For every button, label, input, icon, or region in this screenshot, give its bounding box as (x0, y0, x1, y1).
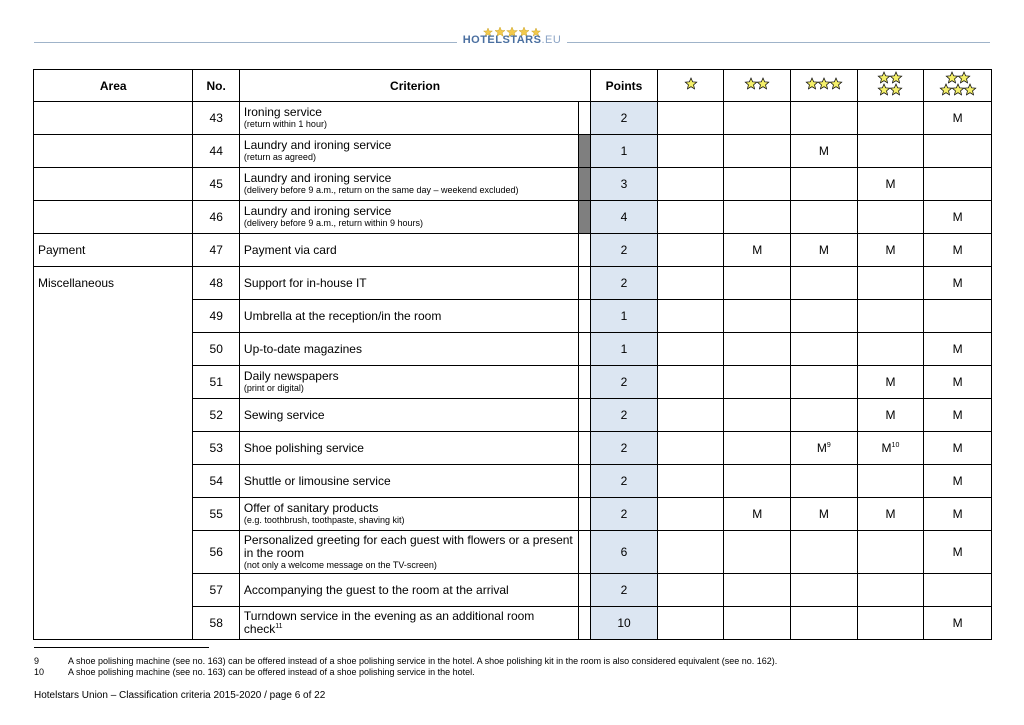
star-level-4-cell: M (857, 399, 924, 432)
separator-cell (579, 201, 591, 234)
points-cell: 2 (591, 366, 658, 399)
criterion-text: Sewing service (243, 407, 325, 422)
criterion-number: 45 (193, 168, 239, 201)
points-cell: 2 (591, 399, 658, 432)
star-level-4-cell (857, 574, 924, 607)
separator-cell (579, 168, 591, 201)
star-level-2-cell: M (724, 498, 791, 531)
star-level-5-cell: M (924, 399, 992, 432)
star-level-4-cell (857, 135, 924, 168)
criterion-cell (239, 574, 578, 607)
table-row (34, 234, 992, 267)
criterion-cell (239, 267, 578, 300)
criterion-note: (print or digital) (243, 383, 304, 393)
criterion-cell (239, 102, 578, 135)
points-cell: 1 (591, 300, 658, 333)
criterion-number: 46 (193, 201, 239, 234)
star-level-5-cell: M (924, 607, 992, 640)
star-level-3-cell: M (791, 498, 858, 531)
criterion-cell (239, 333, 578, 366)
star-level-5-cell: M (924, 333, 992, 366)
criterion-text: Offer of sanitary products (243, 501, 379, 515)
separator-cell (579, 102, 591, 135)
table-row (34, 135, 992, 168)
criterion-text: Shuttle or limousine service (243, 473, 391, 488)
star-level-5-cell (924, 168, 992, 201)
star-level-3-cell (791, 574, 858, 607)
star-level-2-cell (724, 102, 791, 135)
star-level-2-cell (724, 607, 791, 640)
header-5-stars-icon (924, 70, 992, 102)
logo-text: HOTELSTARS.EU (462, 34, 562, 46)
criterion-cell (239, 399, 578, 432)
separator-cell (579, 432, 591, 465)
criterion-text: Support for in-house IT (243, 275, 367, 290)
separator-cell (579, 366, 591, 399)
separator-cell (579, 267, 591, 300)
footnote-ref: 9 (826, 442, 831, 449)
star-level-1-cell (657, 574, 724, 607)
criterion-cell (239, 432, 578, 465)
criterion-text: Ironing service (243, 105, 322, 119)
star-level-5-cell: M (924, 432, 992, 465)
star-level-5-cell: M (924, 498, 992, 531)
star-level-2-cell (724, 168, 791, 201)
table-row (34, 168, 992, 201)
separator-cell (579, 574, 591, 607)
area-cell (34, 102, 193, 135)
star-level-1-cell (657, 135, 724, 168)
star-level-1-cell (657, 531, 724, 574)
points-cell: 10 (591, 607, 658, 640)
criteria-table (33, 69, 992, 640)
criterion-number: 44 (193, 135, 239, 168)
star-level-4-cell: $M^{10}$ (857, 432, 924, 465)
star-level-4-cell (857, 267, 924, 300)
star-level-1-cell (657, 102, 724, 135)
criterion-text: Accompanying the guest to the room at the arrival (243, 582, 509, 597)
criterion-text: Laundry and ironing service (243, 171, 392, 185)
criterion-number: 43 (193, 102, 239, 135)
criterion-cell (239, 465, 578, 498)
star-level-4-cell: M (857, 168, 924, 201)
points-cell: 2 (591, 465, 658, 498)
criterion-number: 55 (193, 498, 239, 531)
star-level-5-cell (924, 300, 992, 333)
footnote-9: 9 A shoe polishing machine (see no. 163) can be offered instead of a shoe polishing service in the hotel. A shoe polishing kit in the room is also considered equivalent (see no. 162). (34, 656, 778, 666)
star-level-5-cell: M (924, 201, 992, 234)
separator-cell (579, 399, 591, 432)
criterion-text: Shoe polishing service (243, 440, 364, 455)
criterion-text: Daily newspapers (243, 369, 339, 383)
criterion-number: 54 (193, 465, 239, 498)
header-points: Points (591, 70, 658, 102)
criterion-number: 50 (193, 333, 239, 366)
area-cell (34, 168, 193, 201)
criterion-number: 47 (193, 234, 239, 267)
star-level-1-cell (657, 399, 724, 432)
criterion-cell (239, 498, 578, 531)
table-row (34, 201, 992, 234)
criterion-cell (239, 168, 578, 201)
star-level-3-cell: M (791, 135, 858, 168)
criterion-text: Turndown service in the evening as an additional room check$^{11}$ (243, 609, 535, 636)
star-level-2-cell (724, 531, 791, 574)
criterion-number: 53 (193, 432, 239, 465)
star-level-1-cell (657, 333, 724, 366)
points-cell: 2 (591, 102, 658, 135)
star-level-2-cell (724, 465, 791, 498)
points-cell: 1 (591, 135, 658, 168)
separator-cell (579, 333, 591, 366)
star-level-5-cell: M (924, 234, 992, 267)
criterion-number: 57 (193, 574, 239, 607)
star-level-4-cell (857, 531, 924, 574)
area-cell: Payment (34, 234, 193, 267)
star-level-2-cell: M (724, 234, 791, 267)
star-level-1-cell (657, 267, 724, 300)
star-level-1-cell (657, 168, 724, 201)
star-level-1-cell (657, 366, 724, 399)
star-level-2-cell (724, 267, 791, 300)
hotelstars-logo (457, 24, 567, 50)
criterion-text: Payment via card (243, 242, 337, 257)
star-level-3-cell (791, 607, 858, 640)
points-cell: 2 (591, 234, 658, 267)
page-footer: Hotelstars Union – Classification criteria 2015-2020 / page 6 of 22 (34, 690, 326, 701)
logo-stars-icon (457, 24, 567, 34)
star-level-5-cell (924, 574, 992, 607)
points-cell: 2 (591, 498, 658, 531)
star-level-1-cell (657, 465, 724, 498)
separator-cell (579, 607, 591, 640)
star-level-1-cell (657, 201, 724, 234)
points-cell: 6 (591, 531, 658, 574)
star-level-4-cell: M (857, 234, 924, 267)
criterion-cell (239, 607, 578, 640)
star-level-4-cell: M (857, 366, 924, 399)
star-level-1-cell (657, 498, 724, 531)
star-level-3-cell (791, 168, 858, 201)
star-level-4-cell (857, 102, 924, 135)
star-level-2-cell (724, 432, 791, 465)
star-level-2-cell (724, 574, 791, 607)
criterion-cell (239, 366, 578, 399)
criterion-number: 48 (193, 267, 239, 300)
star-level-3-cell (791, 102, 858, 135)
separator-cell (579, 135, 591, 168)
star-level-2-cell (724, 399, 791, 432)
footnote-rule (34, 647, 209, 648)
separator-cell (579, 531, 591, 574)
criterion-cell (239, 300, 578, 333)
separator-cell (579, 234, 591, 267)
footnote-ref: 10 (891, 442, 900, 449)
star-level-3-cell (791, 300, 858, 333)
area-cell (34, 135, 193, 168)
star-level-1-cell (657, 432, 724, 465)
header-1-star-icon (657, 70, 724, 102)
criterion-cell (239, 135, 578, 168)
star-level-4-cell (857, 465, 924, 498)
header-2-stars-icon (724, 70, 791, 102)
star-level-3-cell (791, 333, 858, 366)
star-level-3-cell (791, 267, 858, 300)
star-level-3-cell: $M^9$ (791, 432, 858, 465)
criterion-number: 52 (193, 399, 239, 432)
star-level-2-cell (724, 366, 791, 399)
star-level-4-cell (857, 300, 924, 333)
separator-cell (579, 465, 591, 498)
star-level-2-cell (724, 201, 791, 234)
separator-cell (579, 498, 591, 531)
criterion-text: Personalized greeting for each guest with flowers or a present in the room (243, 532, 573, 560)
star-level-4-cell (857, 607, 924, 640)
header-criterion: Criterion (239, 70, 590, 102)
table-header-row (34, 70, 992, 102)
criterion-text: Laundry and ironing service (243, 204, 392, 218)
footnote-ref: 11 (275, 623, 283, 630)
star-level-3-cell (791, 201, 858, 234)
criterion-note: (delivery before 9 a.m., return within 9 hours) (243, 218, 423, 228)
table-row (34, 102, 992, 135)
star-level-3-cell: M (791, 234, 858, 267)
star-level-1-cell (657, 300, 724, 333)
star-level-4-cell: M (857, 498, 924, 531)
star-level-3-cell (791, 399, 858, 432)
criterion-cell (239, 531, 578, 574)
star-level-5-cell: M (924, 102, 992, 135)
points-cell: 3 (591, 168, 658, 201)
criterion-number: 56 (193, 531, 239, 574)
star-level-2-cell (724, 135, 791, 168)
criterion-note: (e.g. toothbrush, toothpaste, shaving kit) (243, 515, 405, 525)
header-4-stars-icon (857, 70, 924, 102)
star-level-4-cell (857, 201, 924, 234)
criterion-note: (return within 1 hour) (243, 119, 327, 129)
criterion-cell (239, 234, 578, 267)
star-level-5-cell (924, 135, 992, 168)
area-cell (34, 201, 193, 234)
star-level-3-cell (791, 531, 858, 574)
criterion-note: (return as agreed) (243, 152, 316, 162)
points-cell: 1 (591, 333, 658, 366)
points-cell: 4 (591, 201, 658, 234)
footnote-10: 10 A shoe polishing machine (see no. 163) can be offered instead of a shoe polishing service in the hotel. (34, 667, 475, 677)
star-level-5-cell: M (924, 531, 992, 574)
star-level-1-cell (657, 607, 724, 640)
criterion-text: Laundry and ironing service (243, 138, 392, 152)
points-cell: 2 (591, 267, 658, 300)
star-level-3-cell (791, 465, 858, 498)
area-cell: Miscellaneous (34, 267, 193, 640)
criterion-note: (not only a welcome message on the TV-screen) (243, 559, 437, 570)
criterion-number: 49 (193, 300, 239, 333)
star-level-4-cell (857, 333, 924, 366)
header-no: No. (193, 70, 239, 102)
table-row (34, 267, 992, 300)
star-level-1-cell (657, 234, 724, 267)
criterion-number: 51 (193, 366, 239, 399)
points-cell: 2 (591, 574, 658, 607)
star-level-5-cell: M (924, 267, 992, 300)
criterion-text: Up-to-date magazines (243, 341, 362, 356)
criterion-note: (delivery before 9 a.m., return on the same day – weekend excluded) (243, 185, 519, 195)
separator-cell (579, 300, 591, 333)
header-3-stars-icon (791, 70, 858, 102)
criterion-number: 58 (193, 607, 239, 640)
star-level-5-cell: M (924, 465, 992, 498)
star-level-5-cell: M (924, 366, 992, 399)
criterion-text: Umbrella at the reception/in the room (243, 308, 442, 323)
star-level-3-cell (791, 366, 858, 399)
star-level-2-cell (724, 333, 791, 366)
points-cell: 2 (591, 432, 658, 465)
star-level-2-cell (724, 300, 791, 333)
criterion-cell (239, 201, 578, 234)
header-area: Area (34, 70, 193, 102)
